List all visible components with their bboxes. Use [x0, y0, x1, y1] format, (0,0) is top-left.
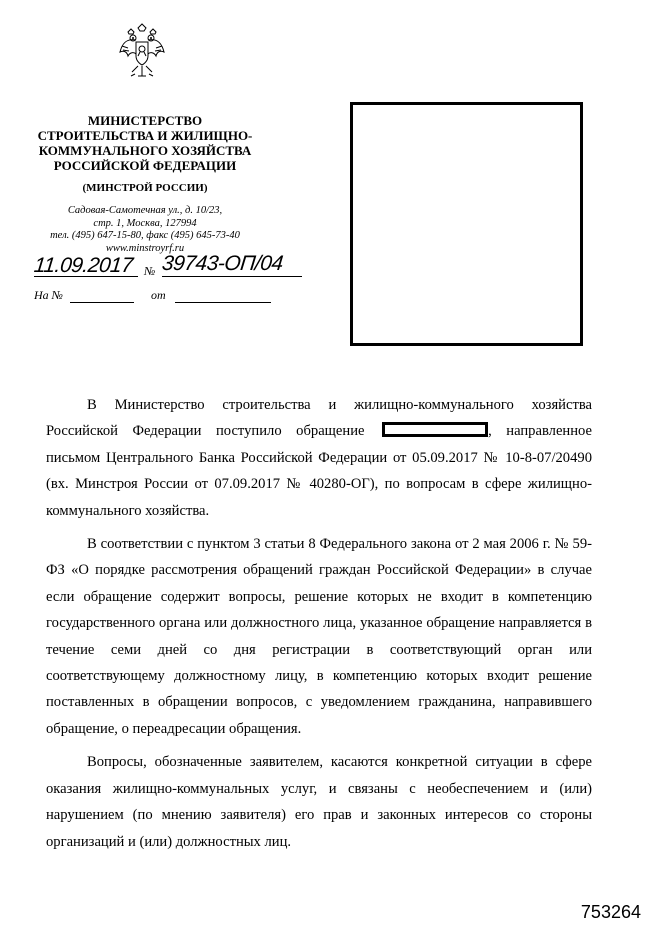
reply-to-date-label: от: [150, 288, 166, 302]
paragraph-2: В соответствии с пунктом 3 статьи 8 Федерального закона от 2 мая 2006 г. № 59-ФЗ «О порядке рассмотрения обращений граждан Российской Федерации» в случае если обращение содержит вопросы, решение которых не входит в компетенцию государственного органа или должностного лица, указанное обращение направляется в течение семи дней со дня регистрации в соответствующий орган или соответствующему должностному лицу, в компетенцию которых входит решение поставленных в обращении вопросов, с уведомлением гражданина, направившего обращение, о переадресации обращения.: [46, 536, 592, 737]
number-underline: [162, 276, 302, 277]
russian-coat-of-arms-icon: [118, 22, 166, 80]
ministry-name: МИНИСТЕРСТВО СТРОИТЕЛЬСТВА И ЖИЛИЩНО- КОММУНАЛЬНОГО ХОЗЯЙСТВА РОССИЙСКОЙ ФЕДЕРАЦИИ: [37, 113, 253, 173]
document-code: 753264: [580, 902, 641, 922]
registration-date: 11.09.2017: [32, 254, 134, 277]
paragraph-3: Вопросы, обозначенные заявителем, касаются конкретной ситуации в сфере оказания жилищно-коммунальных услуг, и связаны с необеспечением и (или) нарушением (по мнению заявителя) его прав и законных интересов со стороны организаций и (или) должностных лиц.: [46, 754, 592, 850]
ministry-abbreviation: (МИНСТРОЙ РОССИИ): [82, 182, 208, 194]
reply-to-number-label: На №: [34, 288, 63, 302]
paragraph-1-start: В Министерство строительства и жилищно-коммунального хозяйства Российской Федерации поступило обращение: [46, 397, 592, 440]
registration-number: 39743-ОП/04: [160, 252, 284, 275]
reply-to-date-blank: [175, 292, 271, 303]
recipient-redaction-box: [350, 102, 583, 346]
applicant-name-redaction: [382, 422, 488, 437]
paragraph-1: [46, 392, 592, 524]
ministry-address: Садовая-Самотечная ул., д. 10/23, стр. 1, Москва, 127994 тел. (495) 647-15-80, факс (495) 645-73-40 www.minstroyrf.ru: [50, 205, 240, 254]
letter-body: [46, 392, 592, 862]
date-underline: [34, 276, 138, 277]
reply-to-line: [34, 288, 271, 303]
reply-to-number-blank: [70, 292, 134, 303]
paragraph-1-end: , направленное письмом Центрального Банка Российской Федерации от 05.09.2017 № 10-8-07/20490 (вх. Минстроя России от 07.09.2017 № 40280-ОГ), по вопросам в сфере жилищно-коммунального хозяйства.: [46, 423, 592, 519]
registration-line: [34, 252, 302, 278]
registration-number-label: №: [144, 264, 156, 278]
